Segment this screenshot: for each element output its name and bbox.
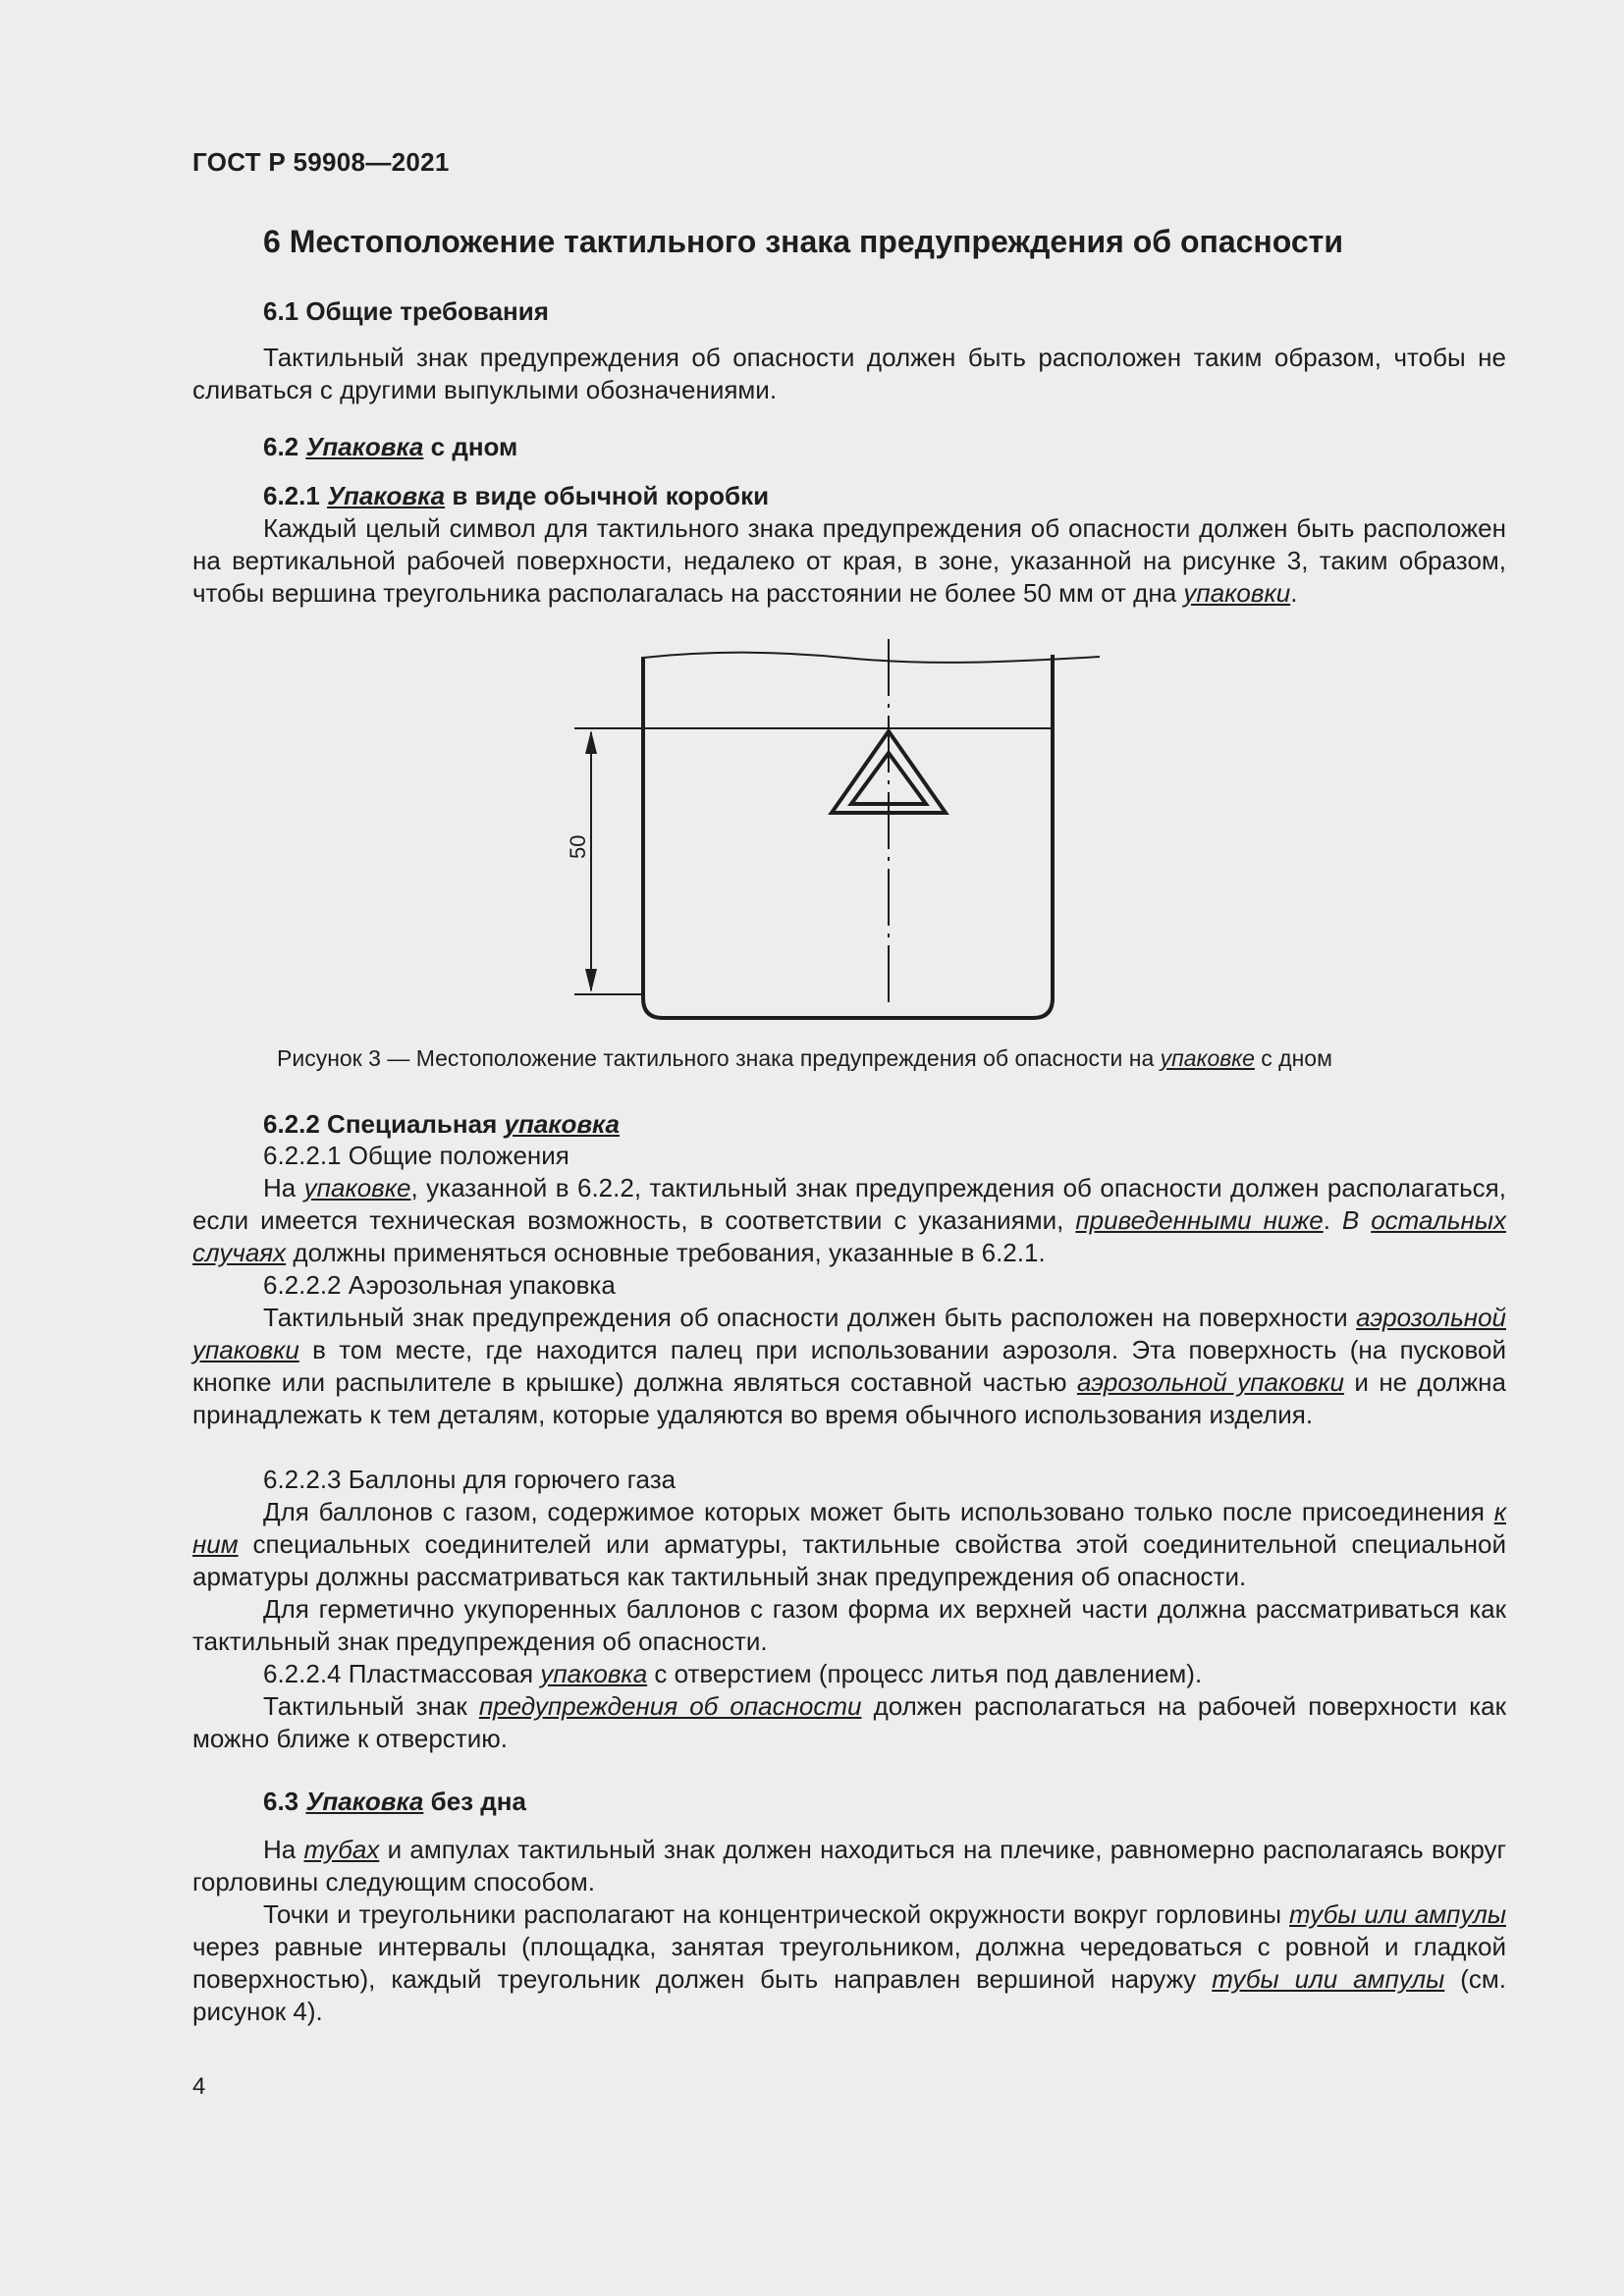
section-6-2-term: Упаковка xyxy=(305,432,424,461)
s63-p1-text-b: и ампулах тактильный знак должен находиться на плечике, равномерно располагаясь вокруг горловины следующим способом. xyxy=(192,1835,1507,1896)
p3-text-a: Для баллонов с газом, содержимое которых может быть использовано только после присоединения xyxy=(263,1497,1494,1526)
s6224-text-b: с отверстием (процесс литья под давлением). xyxy=(647,1659,1203,1688)
section-6-3-paragraph-2 xyxy=(192,1898,1506,2028)
p1-term-below: приведенными ниже xyxy=(1075,1205,1324,1235)
p2-text-b: в том месте, где находится палец при использовании аэрозоля. Эта поверхность (на пусковой кнопке или распылителе в крышке) должна являться составной частью xyxy=(192,1335,1506,1397)
section-6-3-term: Упаковка xyxy=(305,1787,424,1816)
p1-text-d: должны применяться основные требования, указанные в 6.2.1. xyxy=(286,1238,1046,1267)
section-6-1-title: 6.1 Общие требования xyxy=(263,296,549,326)
section-6-2-2-3-paragraph xyxy=(192,1496,1506,1593)
section-6-2-1-end: . xyxy=(1290,578,1298,608)
figure-3-caption-term: упаковке xyxy=(1160,1045,1255,1071)
section-6-2-2-1-paragraph xyxy=(192,1172,1506,1269)
section-6-2-1-num: 6.2.1 xyxy=(263,481,328,510)
s63-p2-text-a: Точки и треугольники располагают на концентрической окружности вокруг горловины xyxy=(263,1899,1290,1929)
section-6-2-2-3-paragraph-2: Для герметично укупоренных баллонов с газом форма их верхней части должна рассматриваться как тактильный знак предупреждения об опасности. xyxy=(192,1594,1506,1656)
p5-text-b: должен располагаться на рабочей поверхности как можно ближе к отверстию. xyxy=(192,1691,1506,1753)
section-6-2-1-term-package: упаковки xyxy=(1183,578,1291,608)
section-6-3-rest: без дна xyxy=(423,1787,526,1816)
section-6-2-1-rest: в виде обычной коробки xyxy=(445,481,770,510)
dimension-label: 50 xyxy=(566,834,590,859)
figure-3-caption xyxy=(277,1045,1332,1072)
dimension-arrow-bottom xyxy=(585,969,597,992)
section-6-2-2-2-paragraph xyxy=(192,1302,1506,1431)
s63-p1-text-a: На xyxy=(263,1835,304,1864)
section-6-title: 6 Местоположение тактильного знака предупреждения об опасности xyxy=(263,224,1343,259)
s63-p2-term-tube-2: тубы или ампулы xyxy=(1212,1964,1445,1994)
p1-term-other-cases: остальных случаях xyxy=(192,1205,1506,1267)
s63-p2-text-b: через равные интервалы (площадка, занятая треугольником, должна чередоваться с ровной и гладкой поверхностью), каждый треугольник должен быть направлен вершиной наружу xyxy=(192,1932,1506,1994)
p1-text-c: . xyxy=(1323,1205,1342,1235)
section-6-2-1-text: Каждый целый символ для тактильного знака предупреждения об опасности должен быть расположен на вертикальной рабочей поверхности, недалеко от края, в зоне, указанной на рисунке 3, таким образом, чтобы вершина треугольника располагалась на расстоянии не более 50 мм от дна xyxy=(192,513,1506,608)
section-6-2-num: 6.2 xyxy=(263,432,306,461)
section-6-2-2-2-title: 6.2.2.2 Аэрозольная упаковка xyxy=(263,1270,616,1300)
section-6-2-2-num: 6.2.2 Специальная xyxy=(263,1109,505,1139)
section-6-2-1-term: Упаковка xyxy=(327,481,446,510)
section-6-1-paragraph: Тактильный знак предупреждения об опасности должен быть расположен таким образом, чтобы не сливаться с другими выпуклыми обозначениями. xyxy=(192,343,1506,404)
p3-text-b: специальных соединителей или арматуры, тактильные свойства этой соединительной специальной арматуры должны рассматриваться как тактильный знак предупреждения об опасности. xyxy=(192,1529,1506,1591)
p5-text-a: Тактильный знак xyxy=(263,1691,479,1721)
section-6-2-2-3-title: 6.2.2.3 Баллоны для горючего газа xyxy=(263,1465,677,1494)
figure-3-caption-end: с дном xyxy=(1254,1045,1332,1071)
p1-italic-v: В xyxy=(1341,1205,1372,1235)
section-6-2-2-4-title xyxy=(263,1658,1202,1690)
p2-text-c: и не должна принадлежать к тем деталям, которые удаляются во время обычного использования изделия. xyxy=(192,1367,1506,1429)
p2-text-a: Тактильный знак предупреждения об опасности должен быть расположен на поверхности xyxy=(263,1303,1357,1332)
p1-term-package: упаковке xyxy=(303,1173,411,1202)
section-6-2-2-term: упаковка xyxy=(504,1109,621,1139)
dimension-arrow-top xyxy=(585,730,597,754)
section-6-3-title xyxy=(263,1787,526,1817)
p1-text-a: На xyxy=(263,1173,304,1202)
page-number: 4 xyxy=(192,2073,206,2100)
section-6-3-num: 6.3 xyxy=(263,1787,306,1816)
section-6-2-1-paragraph xyxy=(192,512,1506,610)
figure-3-drawing xyxy=(550,633,1100,1026)
section-6-3-paragraph-1 xyxy=(192,1834,1506,1898)
p5-term-warning: предупреждения об опасности xyxy=(478,1691,862,1721)
package-outline xyxy=(643,655,1053,1018)
s6224-text-a: 6.2.2.4 Пластмассовая xyxy=(263,1659,541,1688)
section-6-2-2-4-paragraph xyxy=(192,1690,1506,1755)
section-6-2-2-1-title: 6.2.2.1 Общие положения xyxy=(263,1141,569,1170)
document-id: ГОСТ Р 59908—2021 xyxy=(192,147,450,177)
section-6-2-title xyxy=(263,432,517,462)
figure-3-caption-text: Рисунок 3 — Местоположение тактильного знака предупреждения об опасности на xyxy=(277,1045,1161,1071)
p2-term-aerosol-1: аэрозольной упаковки xyxy=(192,1303,1506,1364)
section-6-2-rest: с дном xyxy=(423,432,518,461)
package-top-wave-edge xyxy=(643,653,1100,663)
s6224-term-package: упаковка xyxy=(540,1659,648,1688)
p1-text-b: , указанной в 6.2.2, тактильный знак предупреждения об опасности должен располагаться, если имеется техническая возможность, в соответствии с указаниями, xyxy=(192,1173,1506,1235)
s63-p1-term-tubes: тубах xyxy=(303,1835,380,1864)
p2-term-aerosol-2: аэрозольной упаковки xyxy=(1076,1367,1344,1397)
p3-term-to-them: к ним xyxy=(192,1497,1506,1559)
section-6-2-2-title xyxy=(263,1109,620,1140)
section-6-2-1-title xyxy=(263,481,769,511)
s63-p2-text-c: (см. рисунок 4). xyxy=(192,1964,1507,2026)
s63-p2-term-tube-1: тубы или ампулы xyxy=(1289,1899,1506,1929)
